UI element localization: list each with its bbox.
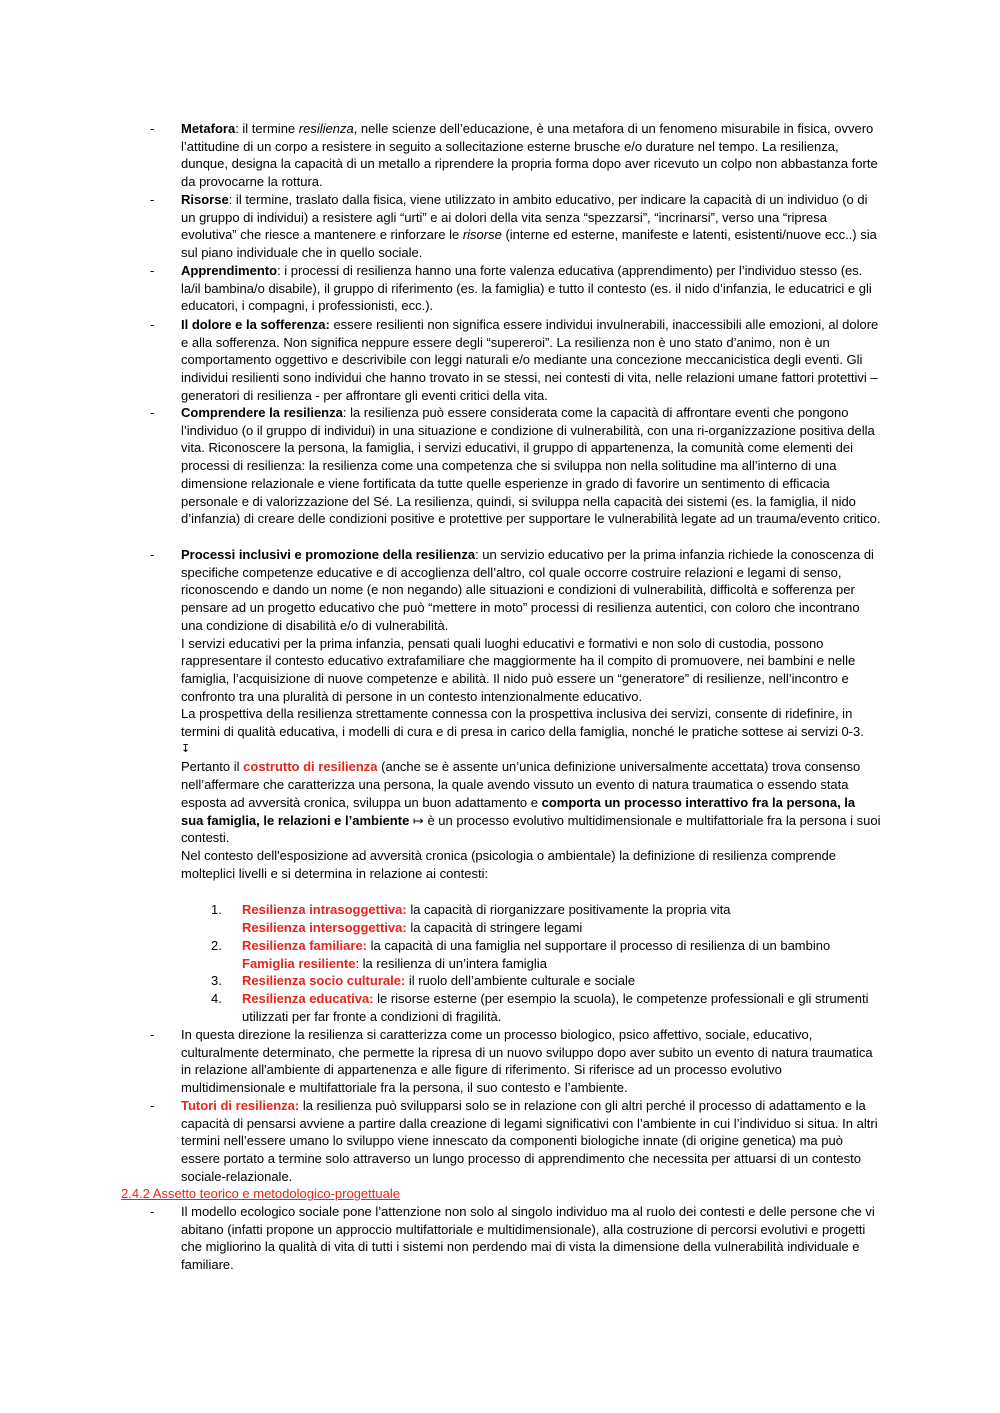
item-body: : il termine, traslato dalla fisica, viene utilizzato in ambito educativo, per indicare la capacità di un individuo (o di un gruppo di individui) a resistere agli “urti” e ai dolori della vita senza “spezzarsi”, “incrinarsi”, verso una “ripresa evolutiva” che riesce a mantenere e rinforzare le: [181, 192, 868, 243]
numbered-item: [242, 972, 882, 990]
bullet-dash: -: [150, 547, 155, 562]
highlight-term: Resilienza familiare:: [242, 938, 367, 953]
item-body-cont: (interne ed esterne, manifeste e latenti, esistenti/nuove ecc..) sia sul piano individuale che in quello sociale.: [181, 227, 877, 261]
highlight-term: Resilienza socio culturale:: [242, 973, 406, 988]
numbered-item-text: il ruolo dell’ambiente culturale e sociale: [405, 973, 636, 988]
item-title: Processi inclusivi e promozione della resilienza: [181, 547, 476, 562]
paragraph-start: Pertanto il: [181, 759, 244, 775]
numbered-item-text: la capacità di stringere legami: [406, 919, 583, 935]
item-text: [181, 120, 881, 191]
item-text: [181, 546, 881, 882]
numbered-item-text: la capacità di riorganizzare positivamente la propria vita: [406, 902, 731, 917]
bullet-dash: -: [150, 1098, 155, 1113]
highlight-term: Resilienza intrasoggettiva:: [242, 902, 407, 917]
highlight-term: Resilienza educativa:: [242, 991, 374, 1006]
item-body: : la resilienza può essere considerata come la capacità di affrontare eventi che pongono l’individuo (o il gruppo di individui) in una situazione e condizione di vulnerabilità, con una ri-organizzazione positiva della vita. Riconoscere la persona, la famiglia, i servizi educativi, il gruppo di appartenenza, la comunità come elementi dei processi di resilienza: la resilienza come una competenza che si sviluppa non nella solitudine ma all’interno di una dimensione relazionale e viene fortificata da tutte quelle esperienze in grado di favorire un sentimento di efficacia personale e di valorizzazione del Sé. La resilienza, quindi, si sviluppa nella capacità dei sistemi (es. la famiglia, il nido d’infanzia) di creare delle condizioni positive e protettive per supportare le vulnerabilità legate ad un trauma/evento critico.: [181, 405, 881, 527]
bullet-dash: -: [150, 317, 155, 332]
item-body: essere resilienti non significa essere individui invulnerabili, inaccessibili alle emozioni, al dolore e alla sofferenza. Non significa neppure essere degli “supereroi”. La resilienza non è uno stato d’animo, non è un comportamento oggettivo e descrivibile con leggi naturali e/o mediante una concezione meccanicistica degli eventi. Gli individui resilienti sono individui che hanno trovato in se stessi, nei contesti di vita, nelle relazioni umane fattori protettivi – generatori di resilienza - per affrontare gli eventi critici della vita.: [181, 317, 879, 403]
bullet-dash: -: [150, 1027, 155, 1042]
paragraph-body: (anche se è assente un’unica definizione universalmente accettata) trova consenso nell’affermare che caratterizza una persona, la quale avendo vissuto un evento di natura traumatica o essendo stata esposta ad avversità cronica, sviluppa un buon adattamento e: [181, 759, 861, 810]
highlight-term: Tutori di resilienza:: [181, 1098, 300, 1113]
maps-to-arrow-icon: ↦: [409, 812, 428, 828]
paragraph: Nel contesto dell'esposizione ad avversità cronica (psicologia o ambientale) la definizione di resilienza comprende molteplici livelli e si determina in relazione ai contesti:: [181, 847, 837, 881]
item-text: [181, 404, 881, 528]
numbered-item-text: le risorse esterne (per esempio la scuola), le competenze professionali e gli strumenti utilizzati per far fronte a condizioni di fragilità.: [242, 991, 869, 1024]
bullet-dash: -: [150, 121, 155, 136]
numbered-item: [242, 990, 882, 1025]
bullet-dash: -: [150, 405, 155, 420]
list-number: 3.: [211, 973, 222, 988]
item-emphasis: risorse: [462, 227, 502, 243]
item-body: la resilienza può svilupparsi solo se in relazione con gli altri perché il processo di adattamento e la capacità di pensarsi avviene a partire dalla creazione di legami significativi con l’ambiente in cui l’individuo si situa. In altri termini nell’essere umano lo sviluppo viene innescato da componenti biologiche innate (di origine genetica) ma può essere portato a termine solo attraverso un lungo processo di apprendimento che necessita per attuarsi di un contesto sociale-relazionale.: [181, 1098, 878, 1184]
item-text: [181, 262, 881, 315]
list-number: 2.: [211, 938, 222, 953]
bullet-dash: -: [150, 1204, 155, 1219]
highlight-term: costrutto di resilienza: [243, 759, 378, 775]
item-title: Il dolore e la sofferenza:: [181, 317, 330, 332]
arrow-down-icon: ↧: [181, 742, 191, 755]
item-separator: : il termine: [235, 121, 299, 136]
numbered-item-text: : la resilienza di un’intera famiglia: [355, 955, 547, 971]
item-text: [181, 1097, 881, 1186]
item-text: Il modello ecologico sociale pone l’attenzione non solo al singolo individuo ma al ruolo dei contesti e delle persone che vi abitano (infatti propone un approccio multifattoriale e multidimensionale), alla costruzione di percorsi evolutivi e progetti che migliorino la qualità di vita di tutti i sistemi non perdendo mai di vista la dimensione della vulnerabilità individuale e familiare.: [181, 1204, 875, 1273]
item-text: In questa direzione la resilienza si caratterizza come un processo biologico, psico affettivo, sociale, educativo, culturalmente determinato, che permette la ripresa di un nuovo sviluppo dopo aver subito un evento di natura traumatica in relazione all'ambiente di appartenenza e alle figure di riferimento. Si riferisce ad un processo evolutivo multidimensionale e multifattoriale fra la persona, il suo contesto e l’ambiente.: [181, 1027, 873, 1096]
item-emphasis: resilienza: [298, 121, 354, 136]
numbered-item: [242, 937, 882, 972]
list-number: 4.: [211, 991, 222, 1006]
numbered-item: [242, 901, 882, 936]
item-title: Comprendere la resilienza: [181, 405, 343, 420]
paragraph: I servizi educativi per la prima infanzia, pensati quali luoghi educativi e formativi e non solo di custodia, possono rappresentare il contesto educativo extrafamiliare che maggiormente ha il compito di promuovere, nei bambini e nelle famiglia, l’acquisizione di nuove competenze e abilità. Il nido può essere un “generatore” di resilienze, nell’incontro e confronto tra una pluralità di persone in un contesto intenzionalmente educativo.: [181, 635, 856, 704]
item-title: Metafora: [181, 121, 236, 136]
item-body: , nelle scienze dell’educazione, è una metafora di un fenomeno misurabile in fisica, ovvero l’attitudine di un corpo a resistere in seguito a sollecitazione esterne brusche e/o durature nel tempo. La resilienza, dunque, designa la capacità di un metallo a riprendere la propria forma dopo aver ricevuto un colpo non abbastanza forte da provocarne la rottura.: [181, 121, 878, 190]
numbered-item-text: la capacità di una famiglia nel supportare il processo di resilienza di un bambino: [367, 938, 831, 953]
highlight-term: Resilienza intersoggettiva:: [242, 919, 407, 935]
paragraph-end: è un processo evolutivo multidimensionale e multifattoriale fra la persona i suoi contesti.: [181, 812, 881, 846]
highlight-term: Famiglia resiliente: [242, 955, 356, 971]
bold-phrase: comporta un processo interattivo fra la persona, la sua famiglia, le relazioni e l’ambiente: [181, 794, 856, 828]
item-title: Risorse: [181, 192, 229, 207]
item-body: : i processi di resilienza hanno una forte valenza educativa (apprendimento) per l’individuo stesso (es. la/il bambina/o disabile), il gruppo di riferimento (es. la famiglia) e tutto il contesto (es. il nido d’infanzia, le educatrici e gli educatori, i compagni, i professionisti, ecc.).: [181, 263, 872, 314]
section-heading[interactable]: 2.4.2 Assetto teorico e metodologico-progettuale: [121, 1186, 400, 1201]
item-title: Apprendimento: [181, 263, 278, 278]
item-body: : un servizio educativo per la prima infanzia richiede la conoscenza di specifiche competenze educative e di accoglienza dell’altro, col quale occorre costruire relazioni e legami di senso, riconoscendo e dando un nome (e non negando) alle situazioni e condizioni di vulnerabilità, difficoltà e sofferenza per pensare ad un progetto educativo che può “mettere in moto” processi di resilienza autentici, con coloro che incontrano una condizione di disabilità e/o di vulnerabilità.: [181, 547, 874, 633]
bullet-dash: -: [150, 263, 155, 278]
item-text: [181, 191, 881, 262]
bullet-dash: -: [150, 192, 155, 207]
list-number: 1.: [211, 902, 222, 917]
paragraph: La prospettiva della resilienza strettamente connessa con la prospettiva inclusiva dei servizi, consente di ridefinire, in termini di qualità educativa, i modelli di cura e di presa in carico della famiglia, nonché le pratiche sottese ai servizi 0-3.: [181, 706, 864, 740]
item-text: [181, 316, 881, 405]
